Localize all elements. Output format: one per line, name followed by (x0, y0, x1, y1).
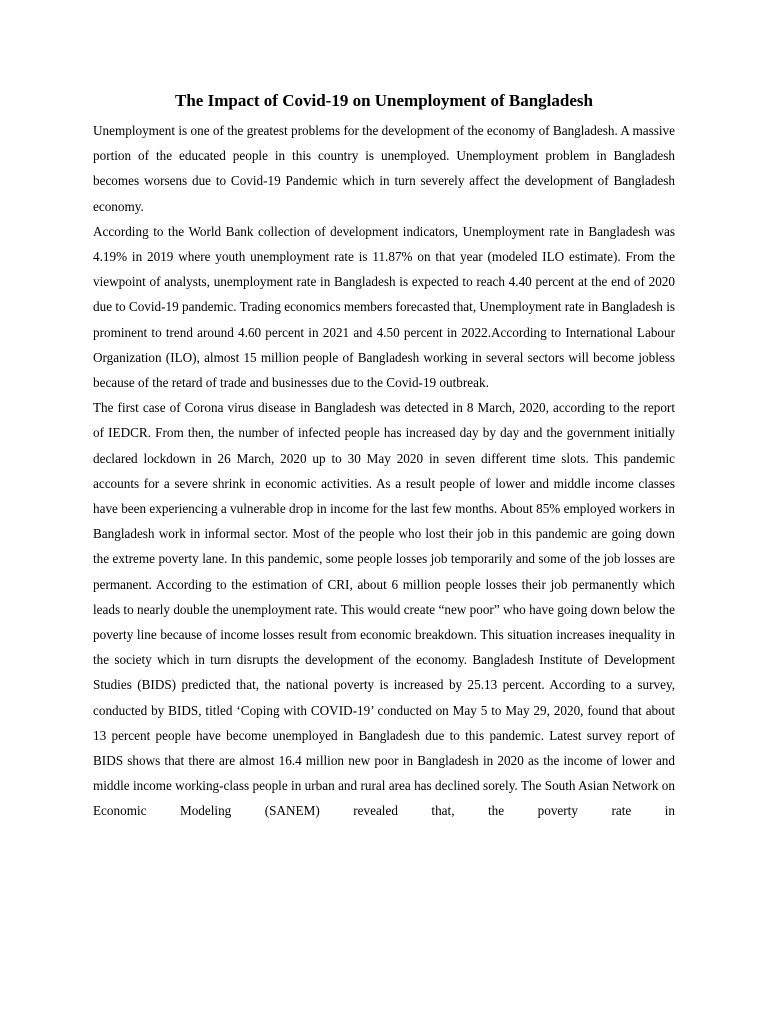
document-title: The Impact of Covid-19 on Unemployment of Bangladesh (175, 91, 593, 110)
document-body (93, 118, 675, 824)
paragraph-intro: Unemployment is one of the greatest problems for the development of the economy of Bangladesh. A massive portion of the educated people in this country is unemployed. Unemployment problem in Bangladesh becomes worsens due to Covid-19 Pandemic which in turn severely affect the development of Bangladesh economy. (93, 123, 675, 214)
paragraph-first-case: The first case of Corona virus disease in Bangladesh was detected in 8 March, 2020, according to the report of IEDCR. From then, the number of infected people has increased day by day and the government initially declared lockdown in 26 March, 2020 up to 30 May 2020 in seven different time slots. This pandemic accounts for a severe shrink in economic activities. As a result people of lower and middle income classes have been experiencing a vulnerable drop in income for the last few months. About 85% employed workers in Bangladesh work in informal sector. Most of the people who lost their job in this pandemic are going down the extreme poverty lane. In this pandemic, some people losses job temporarily and some of the job losses are permanent. According to the estimation of CRI, about 6 million people losses their job permanently which leads to nearly double the unemployment rate. This would create “new poor” who have going down below the poverty line because of income losses result from economic breakdown. This situation increases inequality in the society which in turn disrupts the development of the economy. Bangladesh Institute of Development Studies (BIDS) predicted that, the national poverty is increased by 25.13 percent. According to a survey, conducted by BIDS, titled ‘Coping with COVID-19’ conducted on May 5 to May 29, 2020, found that about 13 percent people have become unemployed in Bangladesh due to this pandemic. Latest survey report of BIDS shows that there are almost 16.4 million new poor in Bangladesh in 2020 as the income of lower and middle income working-class people in urban and rural area has declined sorely. The South Asian Network on Economic Modeling (SANEM) revealed that, the poverty rate in (93, 400, 675, 819)
paragraph-world-bank: According to the World Bank collection of development indicators, Unemployment rate in Bangladesh was 4.19% in 2019 where youth unemployment rate is 11.87% on that year (modeled ILO estimate). From the viewpoint of analysts, unemployment rate in Bangladesh is expected to reach 4.40 percent at the end of 2020 due to Covid-19 pandemic. Trading economics members forecasted that, Unemployment rate in Bangladesh is prominent to trend around 4.60 percent in 2021 and 4.50 percent in 2022.According to International Labour Organization (ILO), almost 15 million people of Bangladesh working in several sectors will become jobless because of the retard of trade and businesses due to the Covid-19 outbreak. (93, 223, 675, 391)
